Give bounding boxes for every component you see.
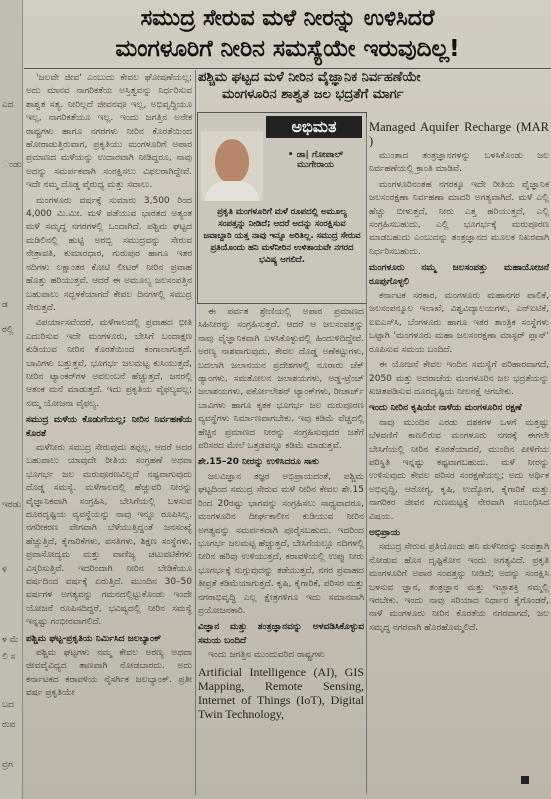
article-column-2 [198, 306, 364, 723]
paragraph: ಪಶ್ಚಿಮ ಘಟ್ಟಗಳು ನಮ್ಮ ಕೇವಲ ಅರಣ್ಯ ಅಥವಾ ಜೀವವೈವಿಧ್ಯದ ತಾಣವಾಗಿ ನೋಡಬಾರದು. ಅದು ಕರ್ನಾಟಕದ ಕರಾವಳಿಯ ನೈಸರ್ಗಿಕ ಜಲಬ್ಯಾಂಕ್. ಪ್ರತೀ ವರ್ಷ ಪ್ರಕೃತಿಯೇ [26, 648, 192, 699]
subheading: ಮಂಗಳೂರು ನಮ್ಮ ಜಲಸಂಪತ್ತು ಮಹಾಯೋಜನೆ ರೂಪುಗೊಳ್ಳಲಿ [369, 263, 549, 287]
strip-fragment: ಳ ಮೆ [2, 635, 19, 645]
paragraph: ವಿಪರ್ಯಾಸವೆಂದರೆ, ಮಳೆಗಾಲದಲ್ಲಿ ಪ್ರವಾಹದ ಭೀತಿ ಎದುರಿಸುವ ಇದೇ ಮಂಗಳೂರು, ಬೇಸಿಗೆ ಬಂದಾಕ್ಷಣ ಕುಡಿಯುವ ನೀರಿನ ಕೊರತೆಯಿಂದ ಕಂಗಾಲಾಗುತ್ತದೆ. ಬಾವಿಗಳು ಬತ್ತುತ್ತವೆ, ಭೂಗರ್ಭ ಜಲಮಟ್ಟ ಕುಸಿಯುತ್ತದೆ, ನೀರಿನ ಟ್ಯಾಂಕರ್‌ಗಳ ಅವಲಂಬನೆ ಹೆಚ್ಚುತ್ತದೆ, ಜನರಲ್ಲಿ ಆತಂಕ ಮನೆ ಮಾಡುತ್ತದೆ. ಇದು ಪ್ರಕೃತಿಯ ವೈಫಲ್ಯವಲ್ಲ; ನಮ್ಮ ಯೋಜನಾ ವೈಫಲ್ಯ. [26, 318, 192, 409]
kicker [198, 70, 548, 102]
subheading: ಸಮುದ್ರ ಮಳೆಯ ಕೊಡುಗೆಯಲ್ಲ; ನೀರಿನ ನಿರ್ವಹಣೆಯ ಕೊರತೆ [26, 415, 192, 439]
subheading: ಅಭಿಪ್ರಾಯ [369, 527, 400, 538]
paragraph: ಮಂಗಳೂರಿನಂತಹ ನಗರಕ್ಕೂ ಇದೇ ರೀತಿಯ ವೈಜ್ಞಾನಿಕ ಜಲಸಂರಕ್ಷಣಾ ನಿರ್ವಹಣಾ ಮಾದರಿ ಅಗತ್ಯವಾಗಿದೆ. ಮಳೆ ಎಲ್ಲಿ ಹೆಚ್ಚು ಬೀಳುತ್ತದೆ, ನೀರು ಎತ್ತ ಹರಿಯುತ್ತದೆ, ಎಲ್ಲಿ ಸಂಗ್ರಹಿಸಬಹುದು, ಎಲ್ಲಿ ಭೂಗರ್ಭಕ್ಕೆ ಮರುಪೂರಣ ಮಾಡಬಹುದು ಎಂಬುದನ್ನು ತಂತ್ರಜ್ಞಾನದ ಮೂಲಕ ನಿಖರವಾಗಿ ನಿರ್ಧರಿಸಬಹುದು. [369, 179, 549, 257]
strip-fragment: ಳಿ [2, 565, 7, 575]
subheading: ಪಶ್ಚಿಮ ಘಟ್ಟ-ಪ್ರಕೃತಿಯ ನಿರ್ಮಿಸಿದ ಜಲಬ್ಯಾಂಕ್ [26, 633, 162, 644]
paragraph: ಕರ್ನಾಟಕ ಸರಕಾರ, ಮಂಗಳೂರು ಮಹಾನಗರ ಪಾಲಿಕೆ, ಜಲಸಂಪನ್ಮೂಲ ಇಲಾಖೆ, ವಿಶ್ವವಿದ್ಯಾಲಯಗಳು, ಎನ್‌ಐಟಿಕೆ, ಐಐಎಸ್‌ಸಿ, ಬೆಂಗಳೂರು ಹಾಗೂ ಇತರ ತಾಂತ್ರಿಕ ಸಂಸ್ಥೆಗಳು ಒಟ್ಟಾಗಿ 'ಮಂಗಳೂರು ಮಹಾ ಜಲಸಂರಕ್ಷಣಾ ಮಾಸ್ಟರ್ ಪ್ಲಾನ್' ರೂಪಿಸುವ ಸಮಯ ಬಂದಿದೆ. [369, 291, 549, 355]
headline-rule [24, 68, 551, 69]
paragraph: ಸಮುದ್ರ ಸೇರುವ ಪ್ರತಿಯೊಂದು ಹನಿ ಮಳೆನೀರನ್ನು ಸಂಪತ್ತಾಗಿ ನೋಡುವ ಹೊಸ ದೃಷ್ಟಿಕೋನ ಇಂದು ಅಗತ್ಯವಿದೆ. ಪ್ರಕೃತಿ ಮಂಗಳೂರಿಗೆ ಅಪಾರ ಸಂಪತ್ತನ್ನು ನೀಡಿದೆ; ಅದನ್ನು ಸಂರಕ್ಷಿಸಿ ಬಳಸುವ ಜ್ಞಾನ, ತಂತ್ರಜ್ಞಾನ ಮತ್ತು ಇಚ್ಛಾಶಕ್ತಿ ನಮ್ಮಲ್ಲಿ ಇರಬೇಕು. ಇಂದು ನಾವು ಸರಿಯಾದ ನಿರ್ಧಾರ ಕೈಗೊಂಡರೆ, ನಾಳೆ ಮಂಗಳೂರು ನೀರಿನ ಕೊರತೆಯ ನಗರವಾಗದೆ, ಜಲ ಸಮೃದ್ಧ ನಗರವಾಗಿ ಹೊರಹೊಮ್ಮಲಿದೆ. [369, 542, 549, 633]
headline-line-2: ಮಂಗಳೂರಿಗೆ ನೀರಿನ ಸಮಸ್ಯೆಯೇ ಇರುವುದಿಲ್ಲ! [115, 36, 460, 62]
end-mark [521, 776, 529, 784]
paragraph: ನಾವು ಮುಂದಿನ ಎರಡು ದಶಕಗಳ ಒಳಗೆ ಮತ್ತಷ್ಟು ಬೆಳವಣಿಗೆ ಕಾಣಲಿರುವ ಮಂಗಳೂರು ನಗರಕ್ಕೆ ಈಗಲೇ ಬೇಸಿಗೆಯಲ್ಲಿ ನೀರಿನ ಕೊರತೆಯಾದರೆ, ಮುಂದಿನ ಪೀಳಿಗೆಯ ಪರಿಸ್ಥಿತಿ ಇನ್ನಷ್ಟು ಕಷ್ಟವಾಗಬಹುದು. ಮಳೆ ನೀರನ್ನು ಉಳಿಸುವುದು ಕೇವಲ ಪರಿಸರ ಸಂರಕ್ಷಣೆಯಲ್ಲ; ಅದು ಆರ್ಥಿಕ ಅಭಿವೃದ್ಧಿ, ಆರೋಗ್ಯ, ಕೃಷಿ, ಉದ್ಯೋಗ, ಕೈಗಾರಿಕೆ ಮತ್ತು ನಾಗರಿಕರ ಜೀವನ ಗುಣಮಟ್ಟಕ್ಕೆ ನೇರವಾಗಿ ಸಂಬಂಧಿಸಿದ ವಿಷಯ. [369, 417, 549, 522]
article-column-3 [369, 120, 549, 637]
strip-fragment: ರಲ್ಲಿ [2, 325, 14, 335]
subheading: ವಿಜ್ಞಾನ ಮತ್ತು ತಂತ್ರಜ್ಞಾನವನ್ನು ಅಳವಡಿಸಿಕೊಳ್ಳುವ ಸಮಯ ಬಂದಿದೆ [198, 622, 364, 646]
paragraph: ಜಲವಿಜ್ಞಾನ ತಜ್ಞರ ಅಭಿಪ್ರಾಯದಂತೆ, ಪಶ್ಚಿಮ ಘಟ್ಟದಿಂದ ಸಮುದ್ರ ಸೇರುವ ಮಳೆ ನೀರಿನ ಕೇವಲ ಶೇ.15 ರಿಂದ 20ರಷ್ಟು ಭಾಗವನ್ನು ಸಂಗ್ರಹಿಸಲು ಸಾಧ್ಯವಾದರೂ, ಮಂಗಳೂರಿನ ದೀರ್ಘಕಾಲೀನ ಕುಡಿಯುವ ನೀರಿನ ಅಗತ್ಯವನ್ನು ಸಮರ್ಪಕವಾಗಿ ಪೂರೈಸಬಹುದು. ಇದರಿಂದ ಭೂಗರ್ಭ ಜಲಮಟ್ಟ ಹೆಚ್ಚುತ್ತದೆ, ಬೇಸಿಗೆಯಲ್ಲೂ ನದಿಗಳಲ್ಲಿ ನೀರಿನ ಹರಿವು ಉಳಿಯುತ್ತದೆ, ಕರಾವಳಿಯಲ್ಲಿ ಉಪ್ಪು ನೀರು ಭೂಗರ್ಭಕ್ಕೆ ನುಗ್ಗುವುದನ್ನು ತಡೆಯುತ್ತದೆ, ನಗರ ಪ್ರವಾಹದ ತೀವ್ರತೆ ಕಡಿಮೆಯಾಗುತ್ತದೆ. ಕೃಷಿ, ಕೈಗಾರಿಕೆ, ಪರಿಸರ ಮತ್ತು ನಗರಾಭಿವೃದ್ಧಿ ಎಲ್ಲ ಕ್ಷೇತ್ರಗಳಿಗೂ ಇದು ಸಮಾನವಾಗಿ ಪ್ರಯೋಜನಕಾರಿ. [198, 471, 364, 616]
headline-line-1: ಸಮುದ್ರ ಸೇರುವ ಮಳೆ ನೀರನ್ನು ಉಳಿಸಿದರೆ [140, 6, 435, 31]
paragraph: ಮುಂತಾದ ತಂತ್ರಜ್ಞಾನಗಳನ್ನು ಬಳಸಿಕೊಂಡು ಜಲ ನಿರ್ವಹಣೆಯಲ್ಲಿ ಕ್ರಾಂತಿ ಮಾಡಿವೆ. [369, 151, 549, 175]
strip-fragment: ಂಡು [2, 160, 22, 170]
paragraph: ಮಂಗಳೂರು ವರ್ಷಕ್ಕೆ ಸುಮಾರು 3,500 ರಿಂದ 4,000 ಮಿ.ಮೀ. ಮಳೆ ಪಡೆಯುವ ಭಾರತದ ಅತ್ಯಂತ ಮಳೆ ಸಮೃದ್ಧ ನಗರಗಳಲ್ಲಿ ಒಂದಾಗಿದೆ. ಪಶ್ಚಿಮ ಘಟ್ಟದ ಮಡಿಲಿನಲ್ಲಿ ಹುಟ್ಟಿ ಅರಬ್ಬಿ ಸಮುದ್ರವನ್ನು ಸೇರುವ ನೇತ್ರಾವತಿ, ಕುಮಾರಧಾರ, ಗುರುಪುರ ಹಾಗೂ ಇತರ ನದಿಗಳು ಲಕ್ಷಾಂತರ ಕೋಟಿ ಲೀಟರ್ ನೀರಿನ ಪ್ರವಾಹ ಹೊತ್ತು ಹರಿಯುತ್ತವೆ. ಆದರೆ ಈ ಅಮೂಲ್ಯ ಜಲಸಂಪತ್ತಿನ ಬಹುಪಾಲು ಸದ್ಬಳಕೆಯಾಗದೆ ಕೇವಲ ದಿನಗಳಲ್ಲಿ ಸಮುದ್ರ ಸೇರುತ್ತದೆ. [26, 195, 192, 313]
strip-fragment: ರುವ [2, 720, 16, 730]
column-divider [195, 70, 196, 795]
subheading: ಶೇ.15–20 ನೀರನ್ನು ಉಳಿಸಿದರೂ ಸಾಕು [198, 457, 319, 468]
strip-fragment: ಡ [2, 300, 8, 310]
column-divider [366, 118, 367, 794]
paragraph: ಈ ಪರ್ವತ ಶ್ರೇಣಿಯಲ್ಲಿ ಅಪಾರ ಪ್ರಮಾಣದ ಸಿಹಿನೀರನ್ನು ಸಂಗ್ರಹಿಸುತ್ತದೆ. ಆದರೆ ಆ ಜಲಸಂಪತ್ತನ್ನು ನಾವು ವೈಜ್ಞಾನಿಕವಾಗಿ ಬಳಸಿಕೊಳ್ಳುವಲ್ಲಿ ಹಿಂದುಳಿದಿದ್ದೇವೆ. ಅರಣ್ಯ ನಾಶವಾಗುವುದು, ಕೇವಲ ದೊಡ್ಡ ಅಣೆಕಟ್ಟುಗಳು, ಬದಲಾಗಿ ಜಲಾನಯನ ಪ್ರದೇಶಗಳಲ್ಲಿ ನೂರಾರು ಚೆಕ್ ಡ್ಯಾಂಗಳು, ಸಮತೋಲನ ಜಲಾಶಯಗಳು, ಅಡ್ಡ-ಟ್ರೆಂಚ್ ಜಲಾಶಯಗಳು, ಪರ್ಕೋಲೇಶನ್ ಟ್ಯಾಂಕ್‌ಗಳು, ರೀಚಾರ್ಜ್ ಬಾವಿಗಳು ಹಾಗೂ ಕೃತಕ ಭೂಗರ್ಭ ಜಲ ಮರುಪೂರಣ ವ್ಯವಸ್ಥೆಗಳು ನಿರ್ಮಾಣವಾಗಬೇಕು. ಇವು ಕಡಿಮೆ ವೆಚ್ಚದಲ್ಲಿ ಹೆಚ್ಚಿನ ಪ್ರಮಾಣದ ನೀರನ್ನು ಸಂಗ್ರಹಿಸುವುದರ ಜತೆಗೆ ಪರಿಸರದ ಮೇಲೆ ಒತ್ತಡವನ್ನೂ ಕಡಿಮೆ ಮಾಡುತ್ತವೆ. [198, 307, 364, 452]
kicker-line-1: ಪಶ್ಚಿಮ ಘಟ್ಟದ ಮಳೆ ನೀರಿನ ವೈಜ್ಞಾನಿಕ ನಿರ್ವಹಣೆಯೇ [198, 70, 421, 85]
kicker-line-2: ಮಂಗಳೂರಿನ ಶಾಶ್ವತ ಜಲ ಭದ್ರತೆಗೆ ಮಾರ್ಗ [222, 87, 404, 102]
subheading: ಇಂದು ನೀರಿನ ಕೃಷಿಯೇ ನಾಳೆಯ ಮಂಗಳೂರಿನ ರಕ್ಷಣೆ [369, 403, 522, 414]
strip-fragment: ಬದ [2, 700, 14, 710]
article-column-1 [26, 72, 192, 703]
opinion-title: ಅಭಿಮತ [266, 116, 362, 138]
paragraph: 'ಜಲವೇ ಜೀವ' ಎಂಬುದು ಕೇವಲ ಘೋಷಣೆಯಲ್ಲ; ಅದು ಮಾನವ ನಾಗರಿಕತೆಯ ಅಸ್ತಿತ್ವವನ್ನು ನಿರ್ಧರಿಸುವ ಶಾಶ್ವತ ಸತ್ಯ. ನೀರಿಲ್ಲದೆ ಜೀವನವೂ ಇಲ್ಲ, ಅಭಿವೃದ್ಧಿಯೂ ಇಲ್ಲ, ನಾಗರಿಕತೆಯೂ ಇಲ್ಲ. ಇಂದು ಜಗತ್ತಿನ ಅನೇಕ ರಾಷ್ಟ್ರಗಳು ಹಾಗೂ ನಗರಗಳು ನೀರಿನ ಕೊರತೆಯಿಂದ ಹೋರಾಡುತ್ತಿರುವಾಗ, ಪ್ರಕೃತಿಯು ಮಂಗಳೂರಿಗೆ ಅಪಾರ ಪ್ರಮಾಣದ ಮಳೆಯನ್ನು ಉದಾರವಾಗಿ ನೀಡಿದ್ದರೂ, ನಾವು ಅದನ್ನು ಸಮರ್ಪಕವಾಗಿ ಸಂರಕ್ಷಿಸಲು ವಿಫಲರಾಗಿದ್ದೇವೆ. ಇದೇ ನಮ್ಮ ದೊಡ್ಡ ವೈರುಧ್ಯ ಮತ್ತು ಸವಾಲು. [26, 73, 192, 191]
adjacent-column-strip [0, 0, 23, 799]
strip-fragment: ವ್ರಗ [2, 760, 14, 770]
pull-quote: ಪ್ರಕೃತಿ ಮಂಗಳೂರಿಗೆ ಮಳೆ ರೂಪದಲ್ಲಿ ಅಮೂಲ್ಯ ಸಂಪತ್ತನ್ನು ನೀಡಿದೆ; ಆದರೆ ಅದನ್ನು ಸಂರಕ್ಷಿಸುವ ಜವಾಬ್ದಾರಿ ಯತ್ತ ನಾವು ಇನ್ನೂ ಅರಿತಿಲ್ಲ. ಸಮುದ್ರ ಸೇರುವ ಪ್ರತಿಯೊಂದು ಹನಿ ಮಳೆನೀರಿನ ಉಳಿತಾಯವೇ ನಗರದ ಭವಿಷ್ಯ ಆಗಲಿದೆ. [203, 207, 361, 265]
strip-fragment: ಇರಡು [2, 500, 22, 510]
strip-fragment: ಲಿ ಸ [2, 652, 16, 662]
paragraph: Artificial Intelligence (AI), GIS Mapping, Remote Sensing, Internet of Things (IoT), Digital Twin Technology, [198, 664, 364, 721]
paragraph: ಈ ಯೋಜನೆ ಕೇವಲ ಇಂದಿನ ಸಮಸ್ಯೆಗೆ ಪರಿಹಾರವಾಗದೆ, 2050 ಮತ್ತು ಅದರಾಚೆಯ ಮಂಗಳೂರಿನ ಜಲ ಭದ್ರತೆಯನ್ನು ಖಚಿತಪಡಿಸುವ ದೂರದೃಷ್ಟಿಯ ನೀಲನಕ್ಷೆ ಆಗಬೇಕು. [369, 360, 549, 397]
paragraph: ಇಂದು ಜಗತ್ತಿನ ಮುಂದುವರಿದ ರಾಷ್ಟ್ರಗಳು [208, 650, 325, 661]
author-shirt [205, 181, 259, 201]
strip-fragment: ಎದ [2, 100, 14, 110]
author-photo [201, 131, 263, 201]
paragraph: Managed Aquifer Recharge (MAR ) [369, 120, 549, 148]
author-face [215, 139, 249, 183]
author-byline: • ಡಾ| ಗೋಪಾಲ್ ಮುಗೇರಾಯ [287, 150, 344, 170]
paragraph: ಮಳೆನೀರು ಸಮುದ್ರ ಸೇರುವುದು ತಪ್ಪಲ್ಲ, ಆದರೆ ಅದರ ಬಹುಪಾಲು ಯಾವುದೇ ರೀತಿಯ ಸಂಗ್ರಹಣೆ ಅಥವಾ ಭೂಗರ್ಭ ಜಲ ಮರುಪೂರಣವಿಲ್ಲದೆ ನಷ್ಟವಾಗುವುದು ದೊಡ್ಡ ಸಮಸ್ಯೆ. ಮಳೆಗಾಲದಲ್ಲಿ ಹೆಚ್ಚುವರಿ ನೀರನ್ನು ವೈಜ್ಞಾನಿಕವಾಗಿ ಸಂಗ್ರಹಿಸಿ, ಬೇಸಿಗೆಯಲ್ಲಿ ಬಳಸುವ ದೂರದೃಷ್ಟಿಯ ವ್ಯವಸ್ಥೆಯನ್ನು ನಾವು ಇನ್ನೂ ರೂಪಿಸಿಲ್ಲ. ನಗರೀಕರಣ ವೇಗವಾಗಿ ಬೆಳೆಯುತ್ತಿದ್ದಂತೆ ಜನಸಂಖ್ಯೆ ಹೆಚ್ಚುತ್ತಿದೆ, ಕೈಗಾರಿಕೆಗಳು, ವಸತಿಗಳು, ಶಿಕ್ಷಣ ಸಂಸ್ಥೆಗಳು, ಪ್ರವಾಸೋದ್ಯಮ ಮತ್ತು ವಾಣಿಜ್ಯ ಚಟುವಟಿಕೆಗಳು ವಿಸ್ತರಿಸುತ್ತಿವೆ. ಇದರಿಂದಾಗಿ ನೀರಿನ ಬೇಡಿಕೆಯೂ ವರ್ಷದಿಂದ ವರ್ಷಕ್ಕೆ ಏರುತ್ತಿದೆ. ಮುಂದಿನ 30–50 ವರ್ಷಗಳ ಅಗತ್ಯವನ್ನು ಗಮನದಲ್ಲಿಟ್ಟುಕೊಂಡು ಇಂದೇ ಯೋಜನೆ ರೂಪಿಸದಿದ್ದರೆ, ಭವಿಷ್ಯದಲ್ಲಿ ನೀರಿನ ಸಮಸ್ಯೆ ಇನ್ನಷ್ಟು ಗಂಭೀರವಾಗಲಿದೆ. [26, 442, 192, 628]
